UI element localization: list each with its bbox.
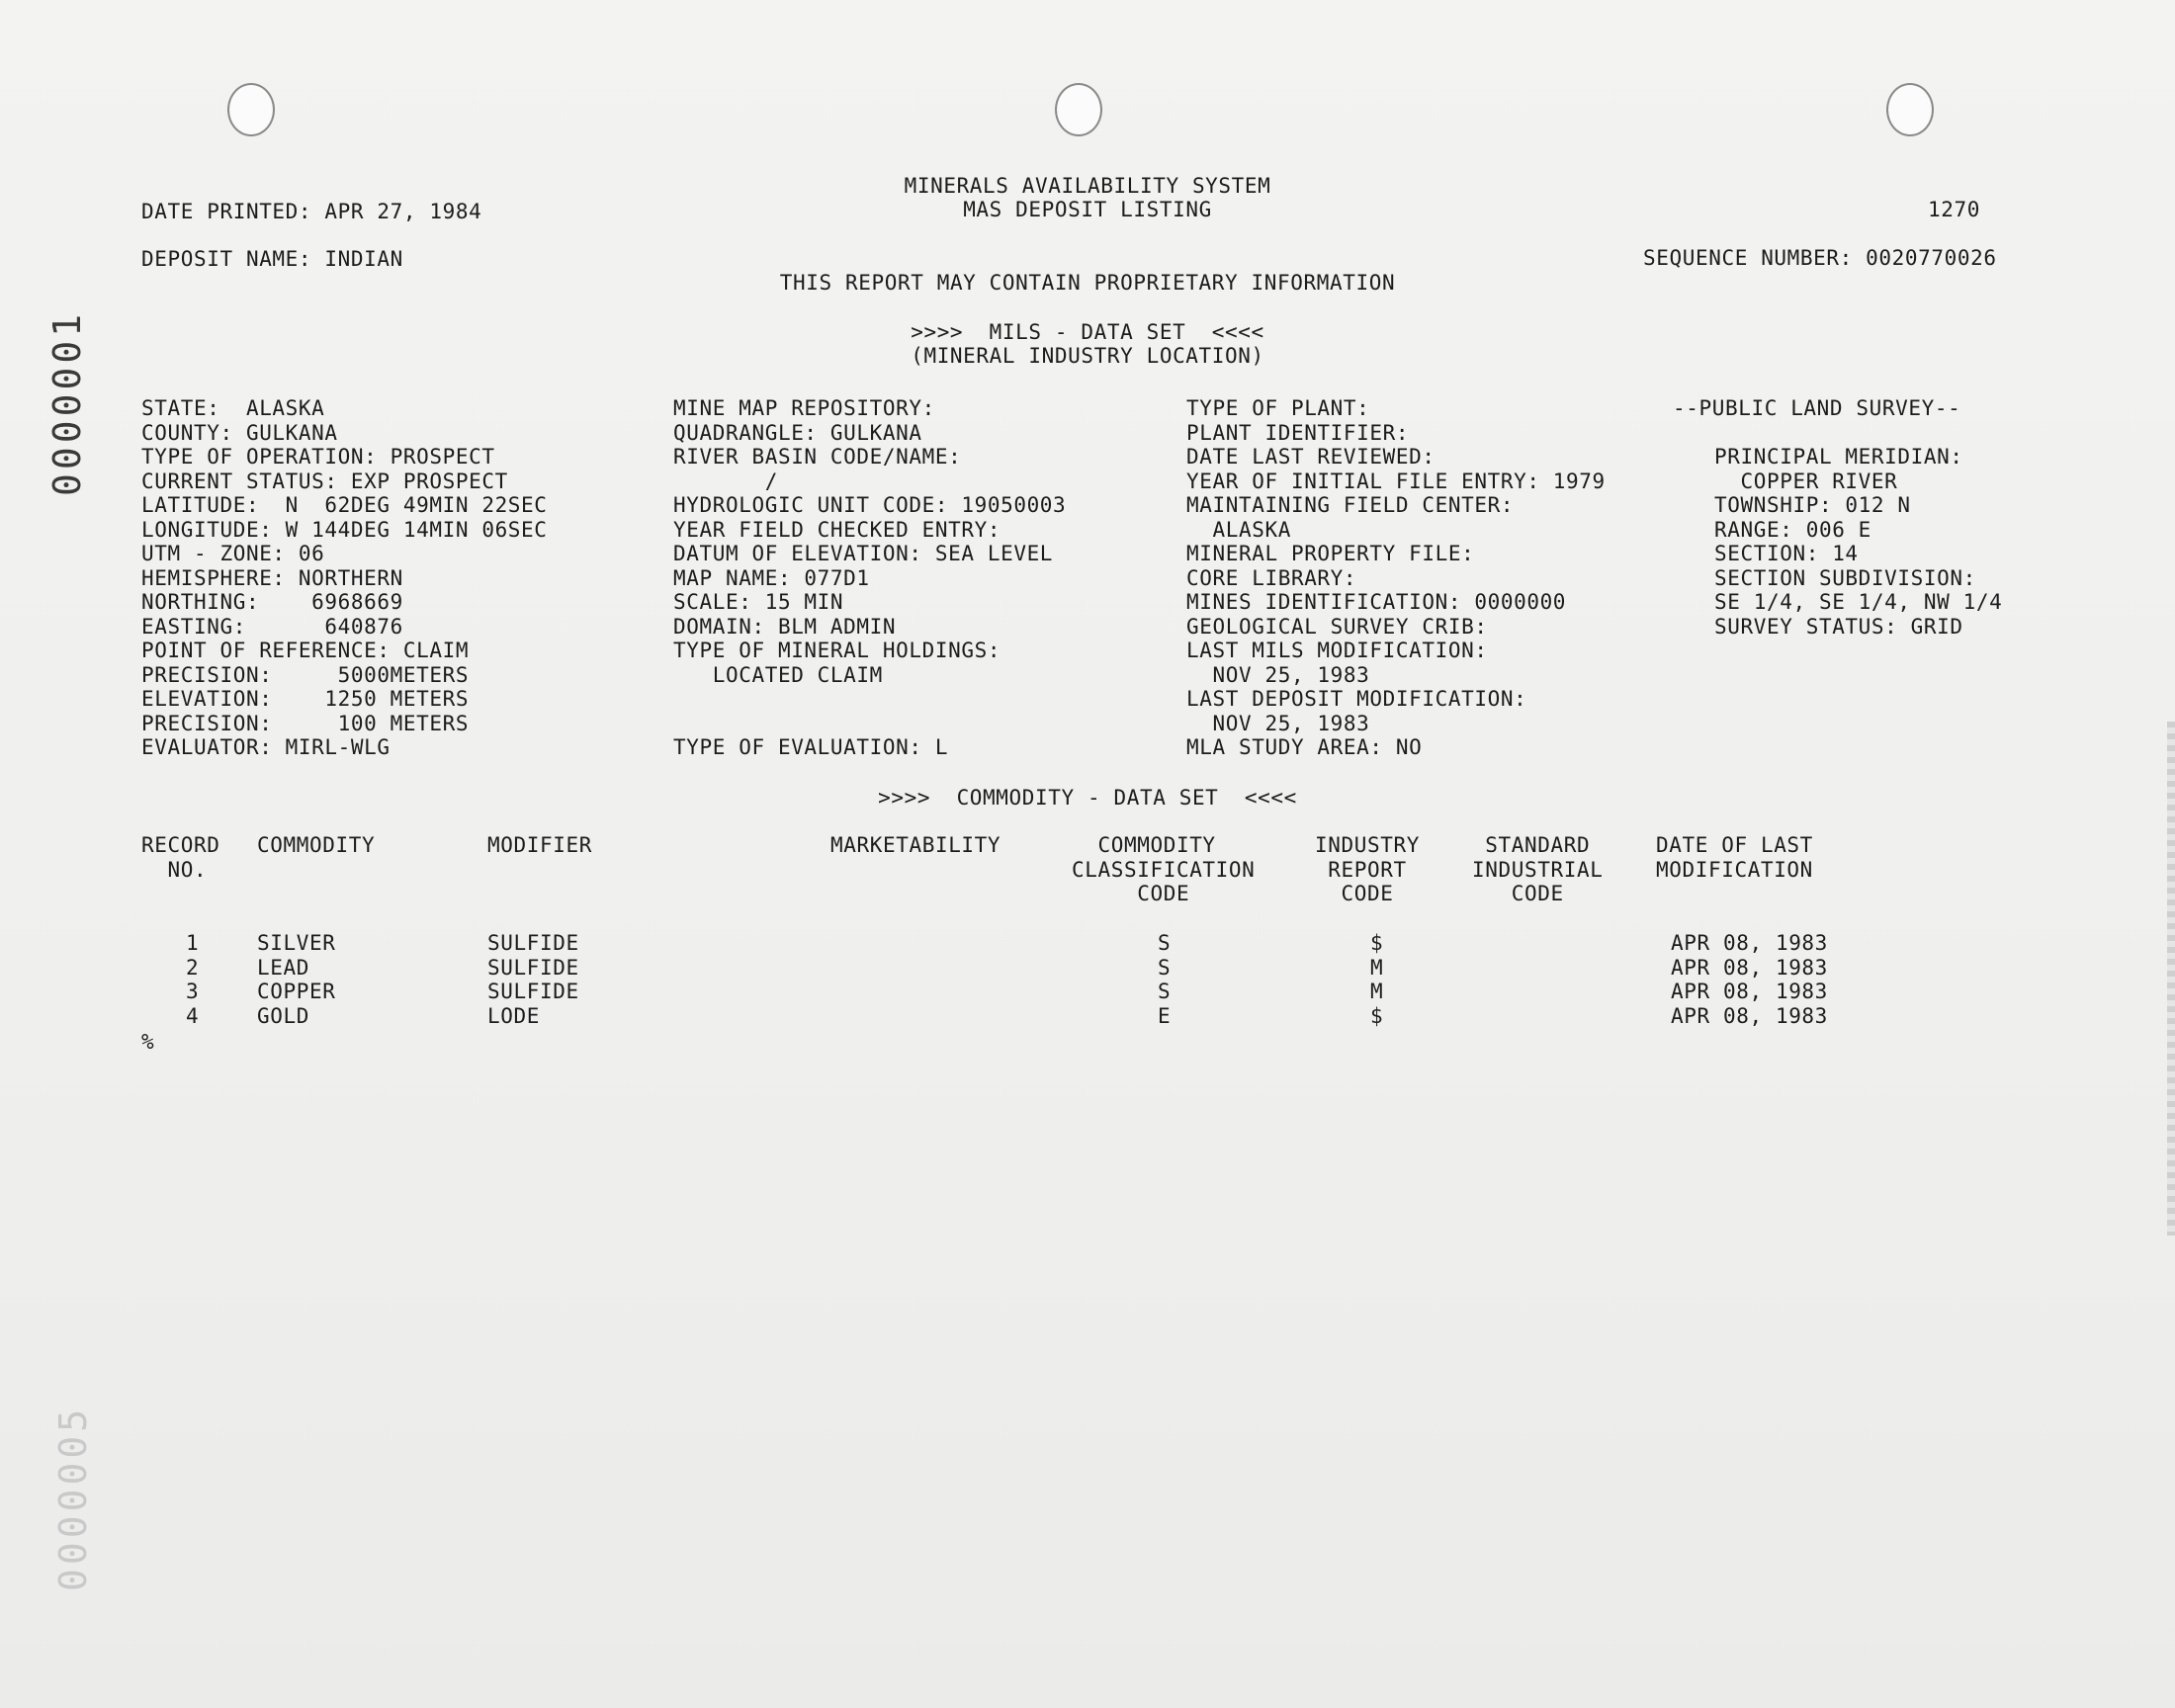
commodity: LEAD [257, 955, 309, 980]
header-classification-code [1072, 833, 1255, 906]
column-header: NO. [141, 857, 208, 882]
record-no: 1 [186, 931, 200, 955]
sequence-number: SEQUENCE NUMBER: 0020770026 [1643, 246, 1997, 270]
plant-column [1186, 396, 1606, 760]
field-line: SURVEY STATUS: GRID [1714, 614, 1963, 639]
header-marketability [830, 833, 1000, 858]
field-line: DOMAIN: BLM ADMIN [673, 614, 897, 639]
column-header: CODE [1472, 882, 1564, 905]
field-line: NORTHING: 6968669 [141, 590, 403, 614]
header-record-no [141, 833, 219, 882]
field-line: HEMISPHERE: NORTHERN [141, 565, 403, 590]
field-line: SCALE: 15 MIN [673, 590, 844, 614]
modification-date: APR 08, 1983 [1671, 955, 1828, 980]
field-line: COUNTY: GULKANA [141, 420, 338, 445]
field-line: LATITUDE: N 62DEG 49MIN 22SEC [141, 493, 548, 517]
commodity: GOLD [257, 1003, 309, 1028]
microfilm-stamp: 0000001 [45, 309, 89, 496]
map-column [673, 396, 1066, 760]
field-line: RANGE: 006 E [1714, 517, 1871, 542]
modifier: SULFIDE [487, 955, 579, 980]
field-line [673, 712, 1066, 736]
field-line: RIVER BASIN CODE/NAME: [673, 445, 962, 469]
industry-report-code: M [1370, 955, 1384, 980]
date-printed: DATE PRINTED: APR 27, 1984 [141, 200, 482, 223]
location-column [141, 396, 548, 760]
field-line: POINT OF REFERENCE: CLAIM [141, 639, 470, 662]
field-line: TYPE OF MINERAL HOLDINGS: [673, 639, 1001, 662]
public-land-survey-title: --PUBLIC LAND SURVEY-- [1673, 396, 1961, 420]
field-line: LONGITUDE: W 144DEG 14MIN 06SEC [141, 517, 548, 542]
column-header: CLASSIFICATION [1072, 857, 1256, 882]
field-line: LAST DEPOSIT MODIFICATION: [1186, 687, 1527, 711]
field-line: TYPE OF EVALUATION: L [673, 735, 949, 759]
field-line: CORE LIBRARY: [1186, 565, 1357, 590]
classification-code: S [1158, 955, 1172, 980]
field-line: HYDROLOGIC UNIT CODE: 19050003 [673, 493, 1067, 517]
header-commodity [257, 833, 375, 858]
record-no: 2 [186, 955, 200, 980]
field-line: TYPE OF PLANT: [1186, 396, 1370, 420]
modifier: SULFIDE [487, 980, 579, 1003]
commodity: COPPER [257, 980, 336, 1003]
column-header: DATE OF LAST [1656, 833, 1813, 857]
column-header: COMMODITY [1072, 833, 1216, 857]
field-line: CURRENT STATUS: EXP PROSPECT [141, 469, 508, 493]
column-header: CODE [1072, 882, 1190, 905]
mils-data-set-title: >>>> MILS - DATA SET <<<< [911, 320, 1264, 344]
column-header: MODIFICATION [1656, 857, 1813, 882]
field-line: MLA STUDY AREA: NO [1186, 735, 1423, 759]
field-line: MINERAL PROPERTY FILE: [1186, 542, 1475, 565]
field-line: MINE MAP REPOSITORY: [673, 396, 935, 420]
modification-date: APR 08, 1983 [1671, 980, 1828, 1003]
record-no: 4 [186, 1003, 200, 1028]
field-line: PRECISION: 100 METERS [141, 711, 470, 735]
field-line: YEAR OF INITIAL FILE ENTRY: 1979 [1186, 469, 1606, 493]
field-line: DATE LAST REVIEWED: [1186, 445, 1436, 469]
punch-hole-left [227, 83, 275, 136]
column-header: STANDARD [1472, 833, 1591, 857]
field-line: ALASKA [1186, 517, 1291, 542]
column-header: COMMODITY [257, 833, 376, 857]
field-line: LOCATED CLAIM [673, 662, 883, 687]
classification-code: E [1158, 1003, 1172, 1028]
modifier: SULFIDE [487, 931, 579, 955]
field-line: MINES IDENTIFICATION: 0000000 [1186, 590, 1567, 614]
field-line: LAST MILS MODIFICATION: [1186, 639, 1488, 662]
field-line [673, 687, 1066, 712]
industry-report-code: $ [1370, 931, 1384, 955]
column-header: MODIFIER [487, 833, 592, 857]
classification-code: S [1158, 980, 1172, 1003]
column-header: INDUSTRIAL [1472, 857, 1604, 882]
punch-hole-right [1886, 83, 1934, 136]
field-line: NOV 25, 1983 [1186, 662, 1370, 687]
field-line: MAP NAME: 077D1 [673, 565, 870, 590]
field-line: TOWNSHIP: 012 N [1714, 493, 1911, 517]
column-header: INDUSTRY [1315, 833, 1420, 857]
field-line: EVALUATOR: MIRL-WLG [141, 735, 391, 759]
field-line: DATUM OF ELEVATION: SEA LEVEL [673, 542, 1054, 565]
microfilm-stamp-faint: 0000005 [51, 1405, 95, 1591]
field-line: SECTION: 14 [1714, 542, 1859, 565]
header-industry-report-code [1315, 833, 1420, 906]
header-modifier [487, 833, 592, 858]
proprietary-notice: THIS REPORT MAY CONTAIN PROPRIETARY INFORMATION [779, 271, 1396, 295]
field-line: EASTING: 640876 [141, 614, 403, 639]
modification-date: APR 08, 1983 [1671, 1003, 1828, 1028]
field-line: YEAR FIELD CHECKED ENTRY: [673, 517, 1001, 542]
header-date-of-last-modification [1656, 833, 1813, 882]
field-line: QUADRANGLE: GULKANA [673, 420, 922, 445]
field-line: ELEVATION: 1250 METERS [141, 687, 470, 711]
field-line: PLANT IDENTIFIER: [1186, 420, 1410, 445]
field-line: PRINCIPAL MERIDIAN: [1714, 445, 1963, 469]
classification-code: S [1158, 931, 1172, 955]
commodity: SILVER [257, 931, 336, 955]
deposit-name: DEPOSIT NAME: INDIAN [141, 247, 403, 271]
column-header: REPORT [1315, 857, 1407, 882]
field-line: SECTION SUBDIVISION: [1714, 565, 1976, 590]
commodity-data-set-title: >>>> COMMODITY - DATA SET <<<< [878, 786, 1297, 810]
field-line: SE 1/4, SE 1/4, NW 1/4 [1714, 590, 2003, 614]
field-line: / [673, 469, 778, 493]
punch-hole-center [1055, 83, 1102, 136]
public-land-survey-column [1714, 445, 2002, 639]
page-number: 1270 [1928, 198, 1980, 221]
mils-data-set-subtitle: (MINERAL INDUSTRY LOCATION) [911, 344, 1264, 368]
field-line: NOV 25, 1983 [1186, 711, 1370, 735]
record-no: 3 [186, 980, 200, 1003]
column-header: CODE [1315, 882, 1394, 905]
field-line: COPPER RIVER [1714, 469, 1898, 493]
listing-title: MAS DEPOSIT LISTING [963, 198, 1212, 221]
header-standard-industrial-code [1472, 833, 1603, 906]
column-header: MARKETABILITY [830, 833, 1001, 857]
industry-report-code: M [1370, 980, 1384, 1003]
industry-report-code: $ [1370, 1003, 1384, 1028]
system-title: MINERALS AVAILABILITY SYSTEM [904, 174, 1271, 198]
field-line: PRECISION: 5000METERS [141, 662, 470, 687]
field-line: STATE: ALASKA [141, 396, 325, 420]
field-line: MAINTAINING FIELD CENTER: [1186, 493, 1515, 517]
end-of-listing-marker: % [141, 1030, 155, 1054]
field-line: GEOLOGICAL SURVEY CRIB: [1186, 614, 1488, 639]
modifier: LODE [487, 1003, 540, 1028]
modification-date: APR 08, 1983 [1671, 931, 1828, 955]
column-header: RECORD [141, 833, 220, 857]
field-line: TYPE OF OPERATION: PROSPECT [141, 445, 495, 469]
scan-edge-mark [2167, 722, 2175, 1236]
field-line: UTM - ZONE: 06 [141, 542, 325, 565]
